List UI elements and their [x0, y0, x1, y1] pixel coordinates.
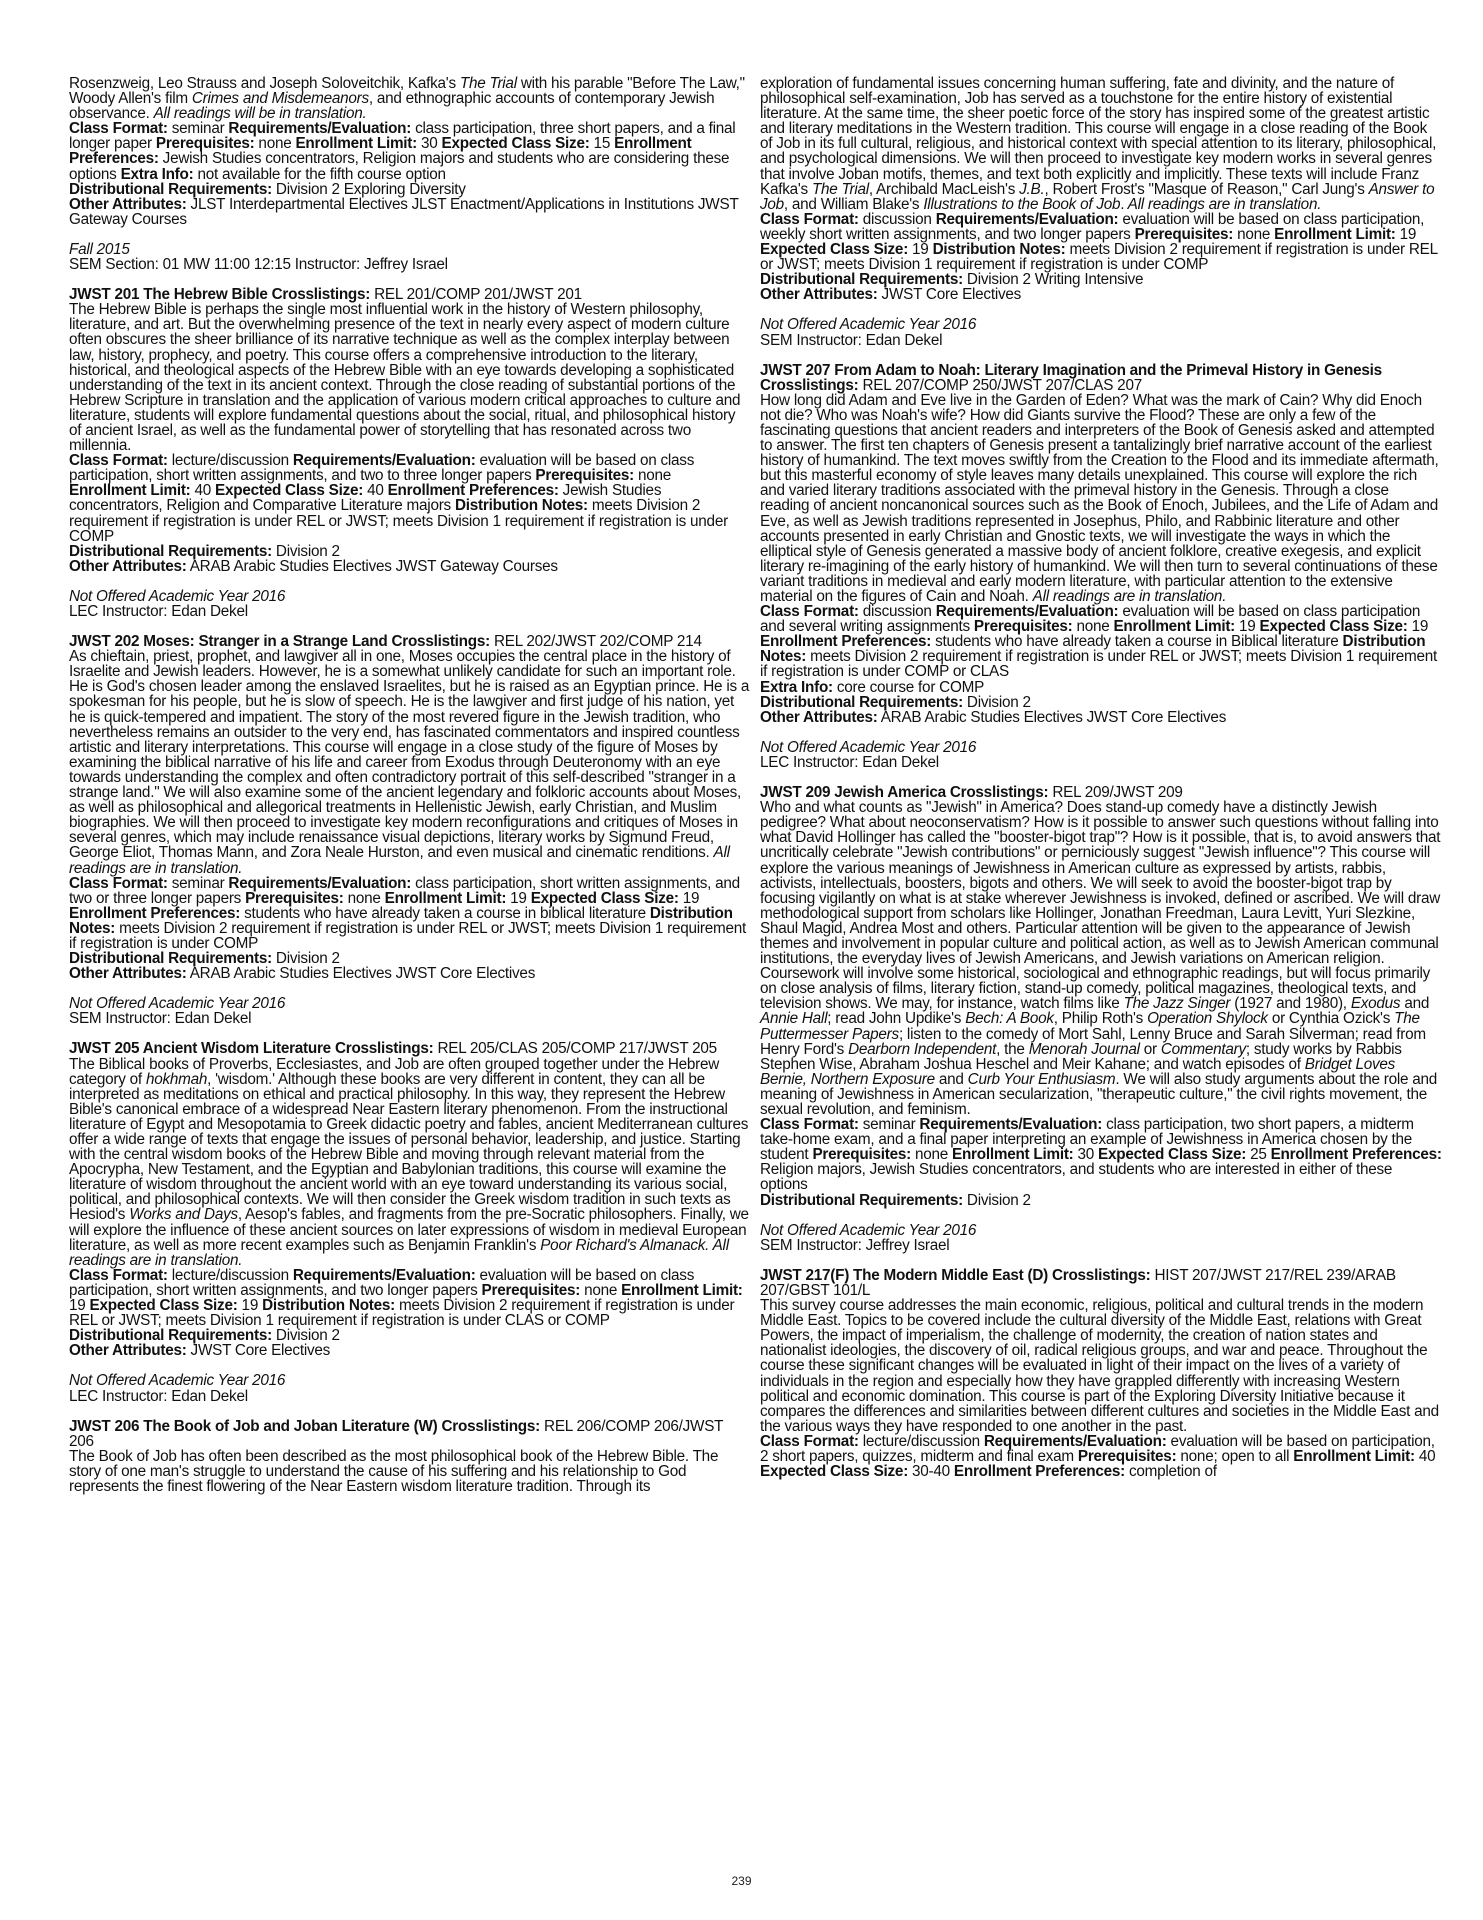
italic-text: The Puttermesser Papers — [760, 1010, 1420, 1043]
field-label: JWST 209 Jewish America Crosslistings: — [760, 784, 1049, 802]
body-text: ; study works by Rabbis Stephen Wise, Abraham Joshua Heschel and Meir Kahane; and watch episodes of — [760, 1040, 1402, 1073]
body-text: students who have already taken a course in Biblical literature — [931, 633, 1343, 651]
field-label: Distributional Requirements: — [69, 1327, 272, 1345]
body-text: Religion majors, Jewish Studies concentrators, and students who are interested in either of these options — [760, 1161, 1393, 1194]
body-text: . We will also study arguments about the role and meaning of Jewishness in American secularization, "therapeutic culture," the civil rights movement, the sexual revolution, and feminism. — [760, 1070, 1438, 1118]
body-text: , Aesop's fables, and fragments from the pre-Socratic philosophers. Finally, we will explore the influence of these ancient sources on later expressions of wisdom in medieval European literature, as well as more recent examples such as Benjamin Franklin's — [69, 1206, 749, 1254]
body-text: none; open to all — [1176, 1447, 1294, 1465]
italic-text: Not Offered Academic Year 2016 — [760, 738, 977, 756]
body-text: and — [1400, 995, 1430, 1013]
italic-text: Bech: A Book — [965, 1010, 1054, 1028]
body-text: seminar — [167, 874, 229, 892]
field-label: Distributional Requirements: — [69, 950, 272, 968]
field-label: Class Format: — [69, 120, 168, 138]
field-label: Expected Class Size: — [1259, 618, 1408, 636]
body-text: meets Division 2 requirement if registration is under REL or JWST; meets Division 1 requirement if registration is under COMP — [760, 241, 1438, 274]
body-text: class participation, three short papers, and a final longer paper — [69, 120, 736, 153]
italic-text: Works and Days — [129, 1206, 238, 1224]
italic-text: Not Offered Academic Year 2016 — [69, 587, 286, 605]
body-text: Division 2 — [962, 1191, 1031, 1209]
body-text: discussion — [858, 603, 936, 621]
body-text: or Cynthia Ozick's — [1267, 1010, 1395, 1028]
body-text: , and ethnographic accounts of contemporary Jewish observance. — [69, 90, 715, 123]
field-label: Other Attributes: — [69, 1342, 187, 1360]
body-text: , Robert Frost's "Masque of Reason," Carl Jung's — [1044, 180, 1369, 198]
body-text: REL 201/COMP 201/JWST 201 — [370, 286, 582, 304]
body-text: completion of — [1125, 1463, 1217, 1481]
italic-text: Not Offered Academic Year 2016 — [760, 316, 977, 334]
body-text: Division 2 — [962, 693, 1031, 711]
body-text: (1927 and 1980), — [1230, 995, 1351, 1013]
body-text: SEM Instructor: Edan Dekel — [760, 331, 943, 349]
field-label: Expected Class Size: — [89, 1297, 238, 1315]
right-column — [760, 76, 1442, 1479]
field-label: Distributional Requirements: — [760, 693, 963, 711]
italic-text: Curb Your Enthusiasm — [967, 1070, 1116, 1088]
italic-text: Not Offered Academic Year 2016 — [69, 1372, 286, 1390]
body-text: , Philip Roth's — [1053, 1010, 1148, 1028]
catalog-block — [69, 1041, 751, 1358]
italic-text: Bridget Loves Bernie, Northern Exposure — [760, 1055, 1396, 1088]
field-label: JWST 201 The Hebrew Bible Crosslistings: — [69, 286, 371, 304]
catalog-block — [69, 242, 751, 272]
body-text: REL 205/CLAS 205/COMP 217/JWST 205 — [433, 1040, 717, 1058]
field-label: Enrollment Limit: — [1113, 618, 1236, 636]
body-text: none — [254, 135, 296, 153]
field-label: Prerequisites: — [535, 467, 634, 485]
italic-text: The Trial — [811, 180, 869, 198]
body-text: LEC Instructor: Edan Dekel — [760, 753, 939, 771]
field-label: Other Attributes: — [760, 708, 878, 726]
field-label: Enrollment Limit: — [295, 135, 417, 153]
body-text: none — [343, 889, 385, 907]
body-text: How long did Adam and Eve live in the Garden of Eden? What was the mark of Cain? Why did Enoch not die? Who was Noah's wife? How did Giants survive the Flood? These are only a few of the fascinating questions that ancient readers and interpreters of the Book of Genesis asked and attempted to answer. The first ten chapters of Genesis present a tantalizingly brief narrative account of the earliest history of humankind. The text moves swiftly from the Creation to the Flood and its immediate aftermath, but this masterful economy of style leaves many details unexplained. This course will explore the rich and varied literary traditions associated with the primeval history in the Genesis. Through a close reading of ancient noncanonical sources such as the Book of Enoch, Jubilees, and the Life of Adam and Eve, as well as Jewish traditions represented in Josephus, Philo, and Rabbinic literature and other accounts presented in early Christian and Gnostic texts, we will investigate the ways in which the elliptical style of Genesis generated a massive body of ancient folklore, creative exegesis, and explicit literary re-imagining of the early history of humankind. We will then turn to several continuations of these variant traditions in medieval and early modern literature, with particular attention to the extensive material on the figures of Cain and Noah. — [760, 391, 1439, 605]
body-text: not available for the fifth course option — [193, 165, 446, 183]
italic-text: Exodus — [1350, 995, 1401, 1013]
body-text: class participation, short written assignments, and two or three longer papers — [69, 874, 740, 907]
body-text: 19 — [678, 889, 700, 907]
body-text: Jewish Studies concentrators, Religion and Comparative Literature majors — [69, 482, 662, 515]
catalog-block — [760, 76, 1442, 302]
field-label: Enrollment Limit: — [952, 1146, 1074, 1164]
body-text: 30 — [417, 135, 442, 153]
field-label: JWST 205 Ancient Wisdom Literature Crosslistings: — [69, 1040, 434, 1058]
field-label: Class Format: — [69, 874, 168, 892]
field-label: Class Format: — [760, 603, 859, 621]
body-text: 40 — [1414, 1447, 1436, 1465]
field-label: Enrollment Preferences: — [69, 904, 241, 922]
body-text: exploration of fundamental issues concerning human suffering, fate and divinity, and the nature of philosophical self-examination, Job has served as a touchstone for the entire history of existential literature. At the same time, the sheer poetic force of the story has inspired some of the greatest artistic and literary meditations in the Western tradition. This course will engage in a close reading of the Book of Job in its full cultural, religious, and historical context with special attention to its literary, philosophical, and psychological dimensions. We will then proceed to investigate key modern works in several genres that involve Joban motifs, themes, and text both explicitly and implicitly. These texts will include Franz Kafka's — [760, 75, 1437, 198]
field-label: JWST 217(F) The Modern Middle East (D) Crosslistings: — [760, 1266, 1151, 1284]
field-label: Distribution Notes: — [69, 904, 733, 937]
field-label: Extra Info: — [760, 678, 833, 696]
body-text: ARAB Arabic Studies Electives JWST Core Electives — [186, 965, 536, 983]
field-label: Distribution Notes: — [760, 633, 1426, 666]
italic-text: Answer to Job — [760, 180, 1435, 213]
catalog-block — [69, 589, 751, 619]
field-label: Distribution Notes: — [454, 497, 588, 515]
field-label: Other Attributes: — [69, 965, 187, 983]
catalog-block — [760, 317, 1442, 347]
field-label: Prerequisites: — [481, 1281, 581, 1299]
catalog-block — [69, 1373, 751, 1403]
body-text: students who have already taken a course in biblical literature — [240, 904, 650, 922]
italic-text: Commentary — [1160, 1040, 1246, 1058]
catalog-block — [760, 1268, 1442, 1479]
body-text: This survey course addresses the main economic, religious, political and cultural trends in the modern Middle East. Topics to be covered include the cultural diversity of the Middle East, relations with Great Powers, the impact of imperialism, the challenge of modernity, the creation of nation states and nationalist ideologies, the discovery of oil, radical religious groups, and war and peace. Throughout the course these significant changes will be evaluated in light of their impact on the lives of a variety of individuals in the region and especially how they have grappled differently with increasing Western political and economic domination. This course is part of the Exploring Diversity Initiative because it compares the differences and similarities between different cultures and societies in the Middle East and the various ways they have responded to one another in the past. — [760, 1297, 1439, 1435]
body-text: 30 — [1073, 1146, 1099, 1164]
field-label: Expected Class Size: — [760, 1463, 909, 1481]
catalog-block — [760, 363, 1442, 725]
field-label: Requirements/Evaluation: — [228, 120, 412, 138]
body-text: 40 — [190, 482, 216, 500]
body-text: 19 — [1395, 225, 1417, 243]
body-text: As chieftain, priest, prophet, and lawgiver all in one, Moses occupies the central place in the history of Israelite and Jewish leaders. However, he is a somewhat unlikely candidate for such an important role. He is God's chosen leader among the enslaved Israelites, but he is raised as an Egyptian prince. He is a spokesman for his people, but he is slow of speech. He is the lawgiver and first judge of his nation, yet he is quick-tempered and impatient. The story of the most revered figure in the Jewish tradition, who nevertheless remains an outsider to the very end, has fascinated commentators and inspired countless artistic and literary interpretations. This course will engage in a close study of the figure of Moses by examining the biblical narrative of his life and career from Exodus through Deuteronomy with an eye towards understanding the complex and often contradictory portrait of this self-described "stranger in a strange land." We will also examine some of the ancient legendary and folkloric accounts about Moses, as well as philosophical and allegorical treatments in Hellenistic Jewish, early Christian, and Muslim biographies. We will then proceed to investigate key modern reconfigurations and critiques of Moses in several genres, which may include renaissance visual depictions, literary works by Sigmund Freud, George Eliot, Thomas Mann, and Zora Neale Hurston, and even musical and cinematic renditions. — [69, 648, 750, 862]
field-label: Requirements/Evaluation: — [292, 1266, 476, 1284]
body-text: HIST 207/JWST 217/REL 239/ARAB 207/GBST 101/L — [760, 1266, 1396, 1299]
field-label: Distributional Requirements: — [760, 1191, 963, 1209]
field-label: Distribution Notes: — [932, 241, 1066, 259]
body-text: The Hebrew Bible is perhaps the single most influential work in the history of Western philosophy, literature, and art. But the overwhelming presence of the text in nearly every aspect of modern culture often obscures the sheer brilliance of its narrative technique as well as the complex interplay between law, history, prophecy, and poetry. This course offers a comprehensive introduction to the literary, historical, and theological aspects of the Hebrew Bible with an eye towards developing a sophisticated understanding of the text in its ancient context. Through the close reading of substantial portions of the Hebrew Scripture in translation and the application of various modern critical approaches to culture and literature, students will explore fundamental questions about the social, ritual, and philosophical history of ancient Israel, as well as the fundamental power of storytelling that has resonated across two millennia. — [69, 301, 741, 455]
body-text: . — [1120, 195, 1125, 213]
body-text: SEM Instructor: Edan Dekel — [69, 1010, 252, 1028]
italic-text: Not Offered Academic Year 2016 — [69, 995, 286, 1013]
body-text: Division 2 — [271, 950, 340, 968]
body-text: with his parable "Before The Law," Woody Allen's film — [69, 75, 745, 108]
italic-text: All readings are in translation. — [1032, 588, 1227, 605]
catalog-block — [69, 287, 751, 574]
body-text: REL 209/JWST 209 — [1048, 784, 1183, 802]
body-text: ; read John Updike's — [827, 1010, 966, 1028]
body-text: Who and what counts as "Jewish" in America? Does stand-up comedy have a distinctly Jewish pedigree? What about neoconservatism? How is it possible to answer such questions without falling into what David Hollinger has called the "booster-bigot trap"? How is it possible, that is, to avoid answers that uncritically celebrate "Jewish contributions" or perniciously suggest "Jewish influence"? This course will explore the various meanings of Jewishness in American culture as expressed by artists, rabbis, activists, intellectuals, boosters, bigots and others. We will seek to avoid the booster-bigot trap by focusing vigilantly on what is at stake wherever Jewishness is invoked, defined or ascribed. We will draw methodological support from scholars like Hollinger, Jonathan Freedman, Laura Levitt, Yuri Slezkine, Shaul Magid, Andrea Most and others. Particular attention will be given to the appearance of Jewish themes and involvement in popular culture and political action, as well as to Jewish American communal institutions, the everyday lives of Jewish Americans, and Jewish variations on American religion. Coursework will involve some historical, sociological and ethnographic readings, but will focus primarily on close analysis of films, literary fiction, stand-up comedy, political magazines, theological texts, and television shows. We may, for instance, watch films like — [760, 799, 1441, 1013]
field-label: Prerequisites: — [1134, 225, 1234, 243]
italic-text: Not Offered Academic Year 2016 — [760, 1221, 977, 1239]
body-text: 19 — [69, 1297, 90, 1315]
body-text: evaluation will be based on class participation, weekly short written assignments, and two longer papers — [760, 210, 1425, 243]
body-text: ARAB Arabic Studies Electives JWST Core Electives — [877, 708, 1227, 726]
body-text: 19 — [1407, 618, 1429, 636]
body-text: Division 2 — [271, 542, 340, 560]
field-label: JWST 202 Moses: Stranger in a Strange Land Crosslistings: — [69, 633, 490, 651]
italic-text: hokhmah — [145, 1070, 208, 1088]
body-text: ; listen to the comedy of Mort Sahl, Lenny Bruce and Sarah Silverman; read from Henry Ford's — [760, 1025, 1426, 1058]
body-text: Division 2 Exploring Diversity — [271, 180, 466, 198]
body-text: JLST Interdepartmental Electives JLST Enactment/Applications in Institutions JWST Gateway Courses — [69, 195, 739, 228]
field-label: Other Attributes: — [69, 557, 187, 575]
body-text: 25 — [1246, 1146, 1271, 1164]
body-text: seminar — [858, 1116, 920, 1134]
body-text: none — [580, 1281, 622, 1299]
body-text: none — [910, 1146, 952, 1164]
body-text: discussion — [858, 210, 936, 228]
italic-text: All readings will be in translation. — [153, 105, 367, 123]
field-label: Requirements/Evaluation: — [919, 1116, 1103, 1134]
field-label: Class Format: — [760, 210, 859, 228]
body-text: 19 — [908, 241, 933, 259]
field-label: Enrollment Limit: — [69, 482, 191, 500]
field-label: Expected Class Size: — [530, 889, 679, 907]
body-text: REL 206/COMP 206/JWST 206 — [69, 1417, 723, 1450]
body-text: core course for COMP — [832, 678, 985, 696]
field-label: Enrollment Limit: — [1293, 1447, 1415, 1465]
field-label: Enrollment Preferences: — [1270, 1146, 1442, 1164]
field-label: JWST 206 The Book of Job and Joban Literature (W) Crosslistings: — [69, 1417, 541, 1435]
body-text: 19 — [1235, 618, 1260, 636]
left-column — [69, 76, 751, 1494]
field-label: Expected Class Size: — [441, 135, 590, 153]
field-label: Other Attributes: — [69, 195, 187, 213]
field-label: JWST 207 From Adam to Noah: Literary Imagination and the Primeval History in Genesis Crosslistings: — [760, 361, 1382, 394]
italic-text: All readings are in translation. — [1124, 195, 1322, 213]
body-text: 40 — [363, 482, 388, 500]
catalog-block — [760, 785, 1442, 1208]
body-text: lecture/discussion — [858, 1432, 984, 1450]
field-label: Expected Class Size: — [215, 482, 364, 500]
body-text: Jewish Studies concentrators, Religion majors and students who are considering these options — [69, 150, 730, 183]
field-label: Class Format: — [69, 452, 168, 470]
field-label: Expected Class Size: — [760, 241, 909, 259]
body-text: 19 — [237, 1297, 263, 1315]
body-text: class participation, two short papers, a midterm take-home exam, and a final paper interpreting an example of Jewishness in America chosen by the student — [760, 1116, 1414, 1164]
body-text: none — [1072, 618, 1114, 636]
catalog-block — [69, 996, 751, 1026]
catalog-block — [69, 634, 751, 981]
field-label: Prerequisites: — [245, 889, 344, 907]
field-label: Class Format: — [760, 1432, 859, 1450]
body-text: meets Division 2 requirement if registration is under REL or JWST; meets Division 1 requirement if registration is under CLAS or COMP — [69, 1297, 735, 1330]
body-text: 15 — [589, 135, 615, 153]
italic-text: The Trial — [459, 75, 517, 92]
body-text: LEC Instructor: Edan Dekel — [69, 1387, 248, 1405]
field-label: Prerequisites: — [973, 618, 1073, 636]
field-label: Enrollment Limit: — [621, 1281, 743, 1299]
catalog-block — [69, 1419, 751, 1494]
italic-text: Poor Richard's Almanack. All readings are in translation. — [69, 1236, 729, 1269]
field-label: Expected Class Size: — [1098, 1146, 1247, 1164]
field-label: Enrollment Preferences: — [953, 1463, 1125, 1481]
body-text: and — [934, 1070, 968, 1088]
field-label: Enrollment Preferences: — [69, 135, 692, 168]
field-label: Class Format: — [69, 1266, 168, 1284]
field-label: Prerequisites: — [812, 1146, 911, 1164]
body-text: Division 2 Writing Intensive — [962, 271, 1144, 289]
field-label: Enrollment Limit: — [1274, 225, 1396, 243]
italic-text: Fall 2015 — [69, 240, 130, 258]
page-number: 239 — [731, 1874, 752, 1888]
field-label: Other Attributes: — [760, 286, 878, 304]
body-text: seminar — [167, 120, 229, 138]
italic-text: Crimes and Misdemeanors — [191, 90, 369, 108]
field-label: Extra Info: — [120, 165, 194, 183]
body-text: Rosenzweig, Leo Strauss and Joseph Soloveitchik, Kafka's — [69, 75, 460, 92]
italic-text: Illustrations to the Book of Job — [923, 195, 1121, 213]
field-label: Requirements/Evaluation: — [983, 1432, 1167, 1450]
body-text: , and William Blake's — [783, 195, 924, 213]
field-label: Enrollment Preferences: — [760, 633, 932, 651]
italic-text: All readings are in translation. — [69, 844, 730, 877]
body-text: SEM Section: 01 MW 11:00 12:15 Instructor: Jeffrey Israel — [69, 256, 448, 274]
body-text: none — [1233, 225, 1275, 243]
body-text: lecture/discussion — [167, 1266, 293, 1284]
field-label: Requirements/Evaluation: — [935, 603, 1119, 621]
body-text: , Archibald MacLeish's — [868, 180, 1020, 198]
body-text: The Biblical books of Proverbs, Ecclesiastes, and Job are often grouped together under the Hebrew category of — [69, 1055, 720, 1088]
body-text: none — [633, 467, 671, 485]
field-label: Requirements/Evaluation: — [292, 452, 476, 470]
body-text: JWST Core Electives — [877, 286, 1022, 304]
body-text: meets Division 2 requirement if registration is under REL or JWST; meets Division 1 requirement if registration is under COMP or CLAS — [760, 648, 1437, 681]
field-label: Enrollment Preferences: — [387, 482, 559, 500]
body-text: evaluation will be based on class participation, short written assignments, and two longer papers — [69, 1266, 695, 1299]
field-label: Distributional Requirements: — [760, 271, 963, 289]
body-text: or — [1139, 1040, 1161, 1058]
body-text: JWST Core Electives — [186, 1342, 331, 1360]
field-label: Prerequisites: — [155, 135, 255, 153]
catalog-block — [760, 740, 1442, 770]
body-text: Division 2 — [271, 1327, 340, 1345]
field-label: Enrollment Limit: — [384, 889, 507, 907]
field-label: Distribution Notes: — [262, 1297, 395, 1315]
italic-text: Dearborn Independent — [848, 1040, 997, 1058]
italic-text: The Jazz Singer — [1123, 995, 1231, 1013]
body-text: meets Division 2 requirement if registration is under REL or JWST; meets Division 1 requirement if registration is under COMP — [69, 497, 728, 545]
body-text: REL 202/JWST 202/COMP 214 — [489, 633, 702, 651]
italic-text: Annie Hall — [760, 1010, 828, 1028]
field-label: Class Format: — [760, 1116, 859, 1134]
field-label: Requirements/Evaluation: — [935, 210, 1119, 228]
body-text: SEM Instructor: Jeffrey Israel — [760, 1236, 950, 1254]
body-text: The Book of Job has often been described as the most philosophical book of the Hebrew Bible. The story of one man's struggle to understand the cause of his suffering and his relationship to God represents the finest flowering of the Near Eastern wisdom literature tradition. Through its — [69, 1447, 719, 1495]
field-label: Distributional Requirements: — [69, 180, 272, 198]
body-text: lecture/discussion — [167, 452, 293, 470]
body-text: evaluation will be based on class participation and several writing assignments — [760, 603, 1421, 636]
body-text: meets Division 2 requirement if registration is under REL or JWST; meets Division 1 requirement if registration is under COMP — [69, 919, 746, 952]
italic-text: Menorah Journal — [1028, 1040, 1140, 1058]
catalog-block — [69, 76, 751, 227]
body-text: REL 207/COMP 250/JWST 207/CLAS 207 — [858, 376, 1142, 394]
body-text: , the — [996, 1040, 1029, 1058]
body-text: 30-40 — [908, 1463, 954, 1481]
body-text: evaluation will be based on participation, 2 short papers, quizzes, midterm and final exam — [760, 1432, 1435, 1465]
body-text: LEC Instructor: Edan Dekel — [69, 603, 248, 620]
field-label: Requirements/Evaluation: — [228, 874, 412, 892]
body-text: ARAB Arabic Studies Electives JWST Gateway Courses — [186, 557, 558, 575]
italic-text: Operation Shylock — [1147, 1010, 1268, 1028]
field-label: Prerequisites: — [1077, 1447, 1177, 1465]
body-text: 19 — [506, 889, 531, 907]
italic-text: J.B. — [1019, 180, 1045, 198]
body-text: , 'wisdom.' Although these books are very different in content, they can all be interpreted as meditations on ethical and practical philosophy. In this way, they represent the Hebrew Bible's canonical embrace of a widespread Near Eastern literary phenomenon. From the instructional literature of Egypt and Mesopotamia to Greek didactic poetry and fables, ancient Mediterranean cultures offer a wide range of texts that engage the issues of personal behavior, leadership, and justice. Starting with the central wisdom books of the Hebrew Bible and moving through relevant material from the Apocrypha, New Testament, and the Egyptian and Babylonian traditions, this course will examine the literature of wisdom throughout the ancient world with an eye toward understanding its various social, political, and philosophical contexts. We will then consider the Greek wisdom tradition in such texts as Hesiod's — [69, 1070, 749, 1224]
body-text: evaluation will be based on class participation, short written assignments, and two to three longer papers — [69, 452, 695, 485]
catalog-block — [760, 1223, 1442, 1253]
field-label: Distributional Requirements: — [69, 542, 272, 560]
